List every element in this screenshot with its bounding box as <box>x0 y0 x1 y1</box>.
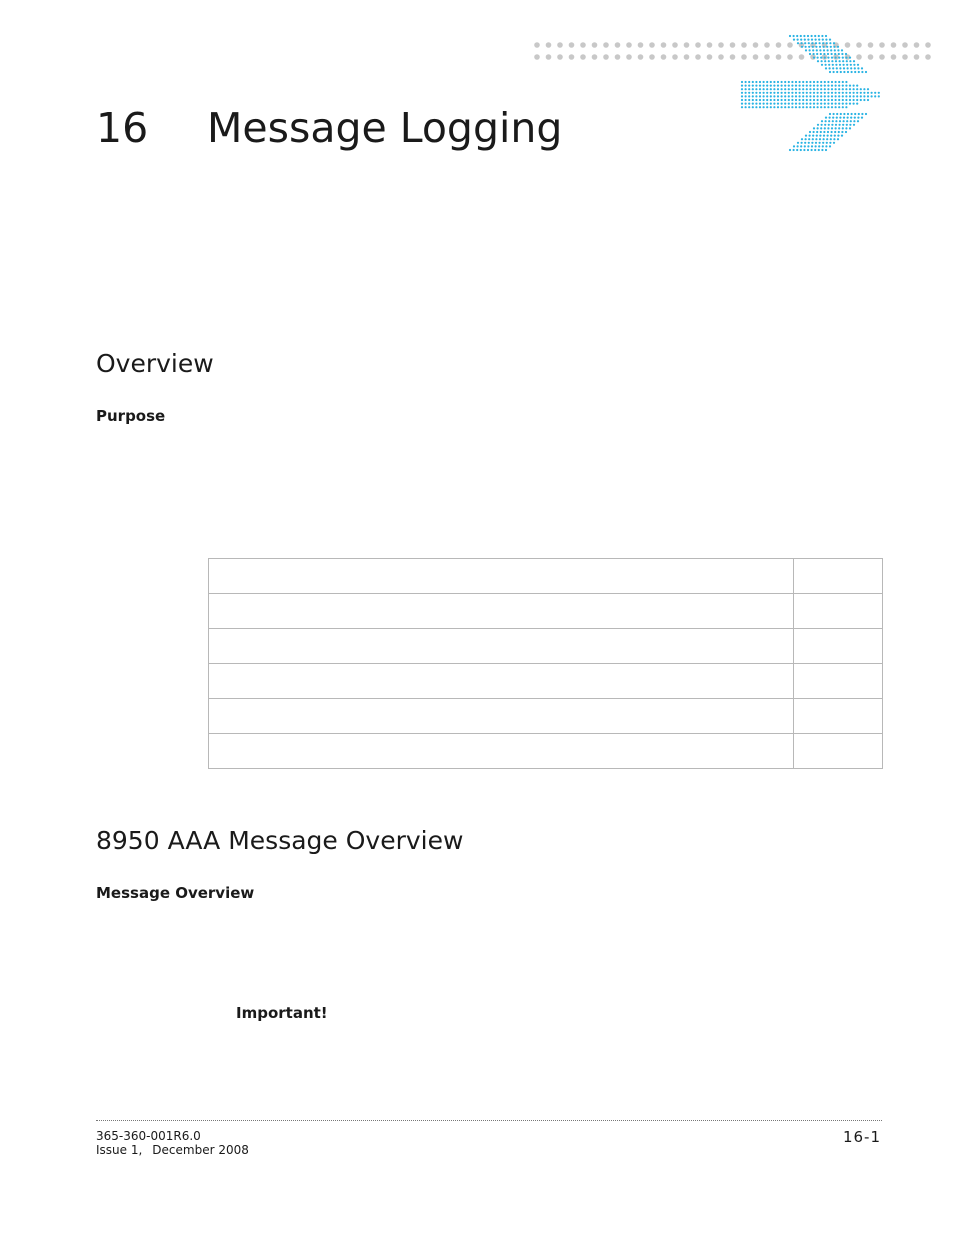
table-cell-topic <box>209 699 794 734</box>
footer-doc-info <box>96 1129 249 1157</box>
table-row <box>209 559 883 594</box>
important-label: Important! <box>236 1004 328 1022</box>
footer-issue-line <box>96 1143 249 1157</box>
chapter-number: 16 <box>96 104 149 152</box>
message-overview-heading: 8950 AAA Message Overview <box>96 826 464 855</box>
chapter-title <box>96 100 562 156</box>
table-cell-page <box>794 699 883 734</box>
overview-heading: Overview <box>96 349 214 378</box>
table-cell-page <box>794 629 883 664</box>
footer-doc-number: 365-360-001R6.0 <box>96 1129 201 1143</box>
table-cell-topic <box>209 594 794 629</box>
table-row <box>209 664 883 699</box>
table-cell-topic <box>209 559 794 594</box>
footer-date: December 2008 <box>152 1143 249 1157</box>
chapter-title-text: Message Logging <box>207 104 563 152</box>
table-row <box>209 629 883 664</box>
contents-table <box>208 558 883 769</box>
table-cell-topic <box>209 664 794 699</box>
table-cell-page <box>794 559 883 594</box>
purpose-label: Purpose <box>96 407 166 425</box>
table-row <box>209 594 883 629</box>
page-number: 16-1 <box>842 1128 881 1146</box>
table-cell-topic <box>209 629 794 664</box>
table-cell-page <box>794 734 883 769</box>
footer-issue: Issue 1, <box>96 1143 143 1157</box>
table-row <box>209 699 883 734</box>
table-cell-page <box>794 664 883 699</box>
footer-divider <box>96 1120 882 1121</box>
table-cell-page <box>794 594 883 629</box>
table-row <box>209 734 883 769</box>
table-cell-topic <box>209 734 794 769</box>
message-overview-subheading: Message Overview <box>96 884 255 902</box>
